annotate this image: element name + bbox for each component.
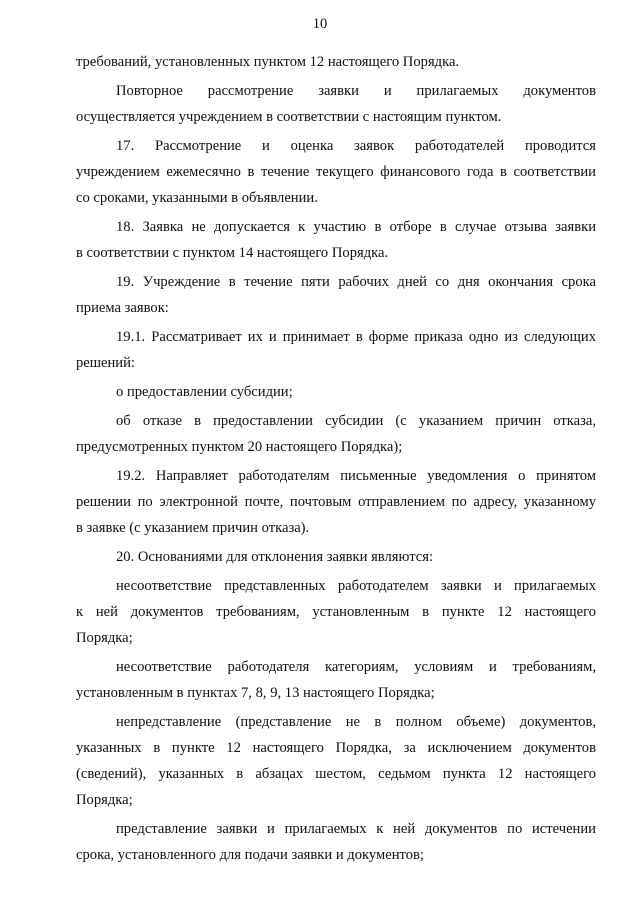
text-line: несоответствие работодателя категориям, условиям и требованиям, [116,659,596,675]
text-line: (сведений), указанных в абзацах шестом, седьмом пункта 12 настоящего [76,766,596,782]
text-line: решении по электронной почте, почтовым отправлением по адресу, указанному [76,494,596,510]
text-line: 18. Заявка не допускается к участию в отборе в случае отзыва заявки [116,219,596,235]
text-line: 19.1. Рассматривает их и принимает в форме приказа одно из следующих [116,329,596,345]
text-line: к ней документов требованиям, установленным в пункте 12 настоящего [76,604,596,620]
text-line: решений: [76,355,135,371]
text-line: 17. Рассмотрение и оценка заявок работодателей проводится [116,138,596,154]
text-line: об отказе в предоставлении субсидии (с указанием причин отказа, [116,413,596,429]
text-line: указанных в пункте 12 настоящего Порядка, за исключением документов [76,740,596,756]
text-line: о предоставлении субсидии; [116,384,293,400]
text-line: 20. Основаниями для отклонения заявки являются: [116,549,434,565]
text-line: требований, установленных пунктом 12 настоящего Порядка. [76,54,460,70]
text-line: осуществляется учреждением в соответствии с настоящим пунктом. [76,109,502,125]
text-line: 19.2. Направляет работодателям письменные уведомления о принятом [116,468,596,484]
text-line: 19. Учреждение в течение пяти рабочих дней со дня окончания срока [116,274,596,290]
text-line: установленным в пунктах 7, 8, 9, 13 настоящего Порядка; [76,685,435,701]
text-line: предусмотренных пунктом 20 настоящего Порядка); [76,439,403,455]
text-line: учреждением ежемесячно в течение текущего финансового года в соответствии [76,164,596,180]
text-line: Порядка; [76,630,133,646]
text-line: срока, установленного для подачи заявки и документов; [76,847,424,863]
text-line: непредставление (представление не в полном объеме) документов, [116,714,596,730]
text-line: приема заявок: [76,300,169,316]
text-line: со сроками, указанными в объявлении. [76,190,318,206]
text-line: в соответствии с пунктом 14 настоящего Порядка. [76,245,389,261]
page-number: 10 [312,16,328,32]
text-line: несоответствие представленных работодателем заявки и прилагаемых [116,578,596,594]
text-line: Повторное рассмотрение заявки и прилагаемых документов [116,83,596,99]
text-line: в заявке (с указанием причин отказа). [76,520,310,536]
text-line: Порядка; [76,792,133,808]
text-line: представление заявки и прилагаемых к ней документов по истечении [116,821,596,837]
document-body [76,49,596,868]
